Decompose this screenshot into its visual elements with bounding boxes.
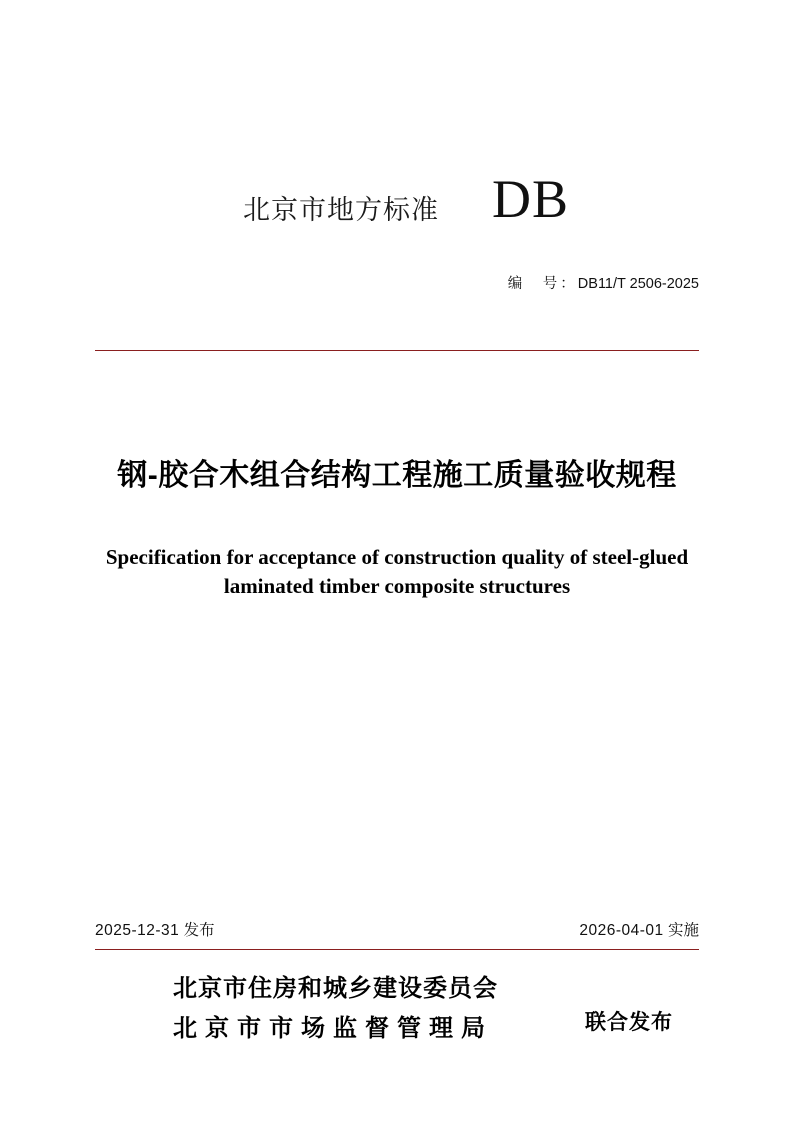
joint-release-note: 联合发布 xyxy=(585,1011,673,1034)
issue-date-suffix: 发布 xyxy=(183,922,215,939)
effective-date xyxy=(95,918,699,940)
db-mark: DB xyxy=(492,169,570,229)
standard-code-label: 编 号： xyxy=(507,276,578,292)
standard-label: 北京市地方标准 xyxy=(243,195,439,225)
divider-top xyxy=(95,350,699,351)
standard-code-value: DB11/T 2506-2025 xyxy=(577,276,699,292)
issuer-primary: 北京市住房和城乡建设委员会 xyxy=(173,975,498,1002)
effective-date-suffix: 实施 xyxy=(667,922,699,939)
issuer-block xyxy=(95,968,699,1058)
effective-date-value: 2026-04-01 xyxy=(579,922,664,939)
standard-code-line xyxy=(95,272,699,293)
page-title-chinese: 钢-胶合木组合结构工程施工质量验收规程 xyxy=(117,459,677,492)
divider-bottom xyxy=(95,949,699,950)
issuer-secondary: 北京市市场监督管理局 xyxy=(173,1015,493,1042)
header-row xyxy=(95,169,699,248)
page-title-english: Specification for acceptance of construction quality of steel-glued laminated timber composite structures xyxy=(105,545,689,598)
issue-date-value: 2025-12-31 xyxy=(95,922,180,939)
